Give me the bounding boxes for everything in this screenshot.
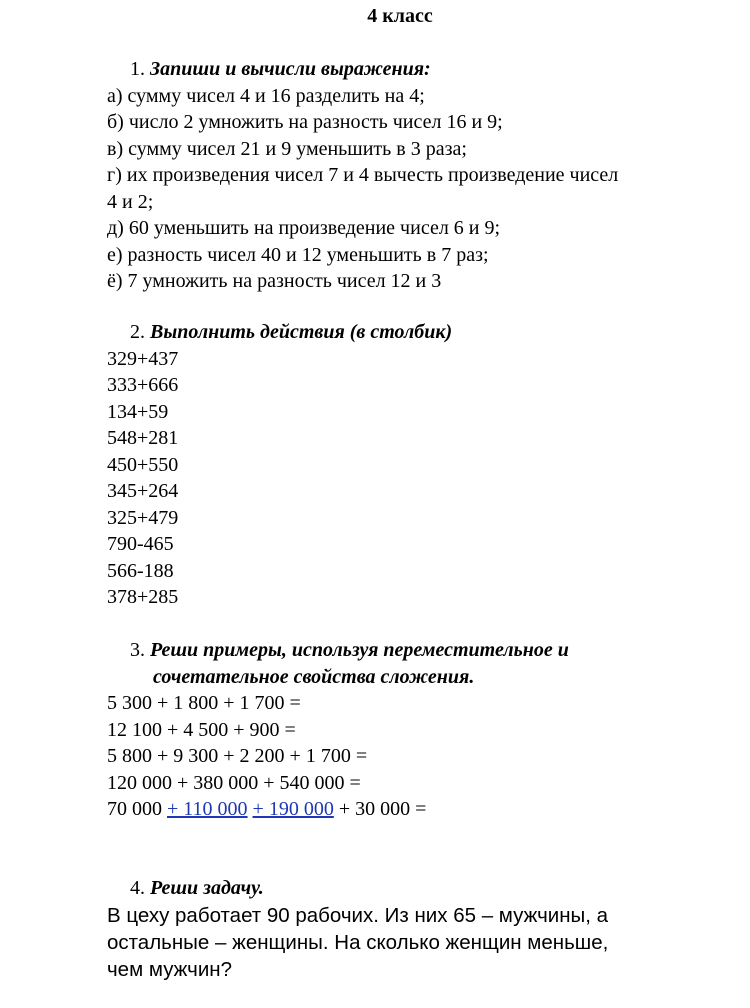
task-3 <box>107 637 737 823</box>
task-1 <box>107 56 737 295</box>
task-4-text-line: В цеху работает 90 рабочих. Из них 65 – мужчины, а <box>107 903 609 927</box>
task-1-item: в) сумму чисел 21 и 9 уменьшить в 3 раза; <box>107 137 467 160</box>
task-1-item: г) их произведения чисел 7 и 4 вычесть произведение чисел <box>107 164 619 186</box>
task-3-number: 3. <box>130 639 145 661</box>
term-link-110000[interactable]: + 110 000 <box>167 798 248 820</box>
task-3-heading <box>107 637 737 664</box>
task-2-item: 329+437 <box>107 347 179 370</box>
task-3-item-last <box>107 796 737 823</box>
task-3-item: 12 100 + 4 500 + 900 = <box>107 718 296 741</box>
task-2-item: 333+666 <box>107 374 179 396</box>
task-3-last-start: 70 000 <box>107 798 167 820</box>
task-2-item: 345+264 <box>107 480 179 502</box>
task-2-item: 325+479 <box>107 506 179 529</box>
task-2-item: 378+285 <box>107 586 179 608</box>
task-4-title: Реши задачу. <box>150 877 264 899</box>
task-3-item: 5 800 + 9 300 + 2 200 + 1 700 = <box>107 745 368 767</box>
task-2-item: 134+59 <box>107 400 169 423</box>
task-1-item: а) сумму чисел 4 и 16 разделить на 4; <box>107 84 425 107</box>
task-4-heading <box>107 875 737 902</box>
task-1-number: 1. <box>130 58 145 80</box>
page-title: 4 класс <box>367 5 433 27</box>
task-2-item: 548+281 <box>107 427 179 449</box>
task-1-item: ё) 7 умножить на разность чисел 12 и 3 <box>107 270 442 292</box>
task-2-title: Выполнить действия (в столбик) <box>150 321 453 343</box>
term-link-190000[interactable]: + 190 000 <box>252 798 334 820</box>
task-1-item: д) 60 уменьшить на произведение чисел 6 и 9; <box>107 217 501 239</box>
task-1-item: 4 и 2; <box>107 190 154 213</box>
task-1-title: Запиши и вычисли выражения: <box>150 58 431 80</box>
task-1-heading <box>107 56 737 83</box>
task-3-title-continuation: сочетательное свойства сложения. <box>153 665 475 688</box>
task-4 <box>107 875 737 983</box>
task-4-text-line: чем мужчин? <box>107 957 233 981</box>
task-2-heading <box>107 319 737 346</box>
task-1-item: б) число 2 умножить на разность чисел 16 и 9; <box>107 111 503 133</box>
task-1-item: е) разность чисел 40 и 12 уменьшить в 7 раз; <box>107 243 489 266</box>
task-2-number: 2. <box>130 321 145 343</box>
task-2-item: 450+550 <box>107 453 179 476</box>
task-4-text-line: остальные – женщины. На сколько женщин меньше, <box>107 930 609 954</box>
task-3-item: 120 000 + 380 000 + 540 000 = <box>107 771 361 794</box>
task-3-title: Реши примеры, используя переместительное и <box>150 639 569 661</box>
task-2-item: 790-465 <box>107 533 174 555</box>
task-4-number: 4. <box>130 877 145 899</box>
task-2-item: 566-188 <box>107 559 174 582</box>
task-2 <box>107 319 737 611</box>
task-3-item: 5 300 + 1 800 + 1 700 = <box>107 692 301 714</box>
task-3-last-end: + 30 000 = <box>333 798 427 820</box>
